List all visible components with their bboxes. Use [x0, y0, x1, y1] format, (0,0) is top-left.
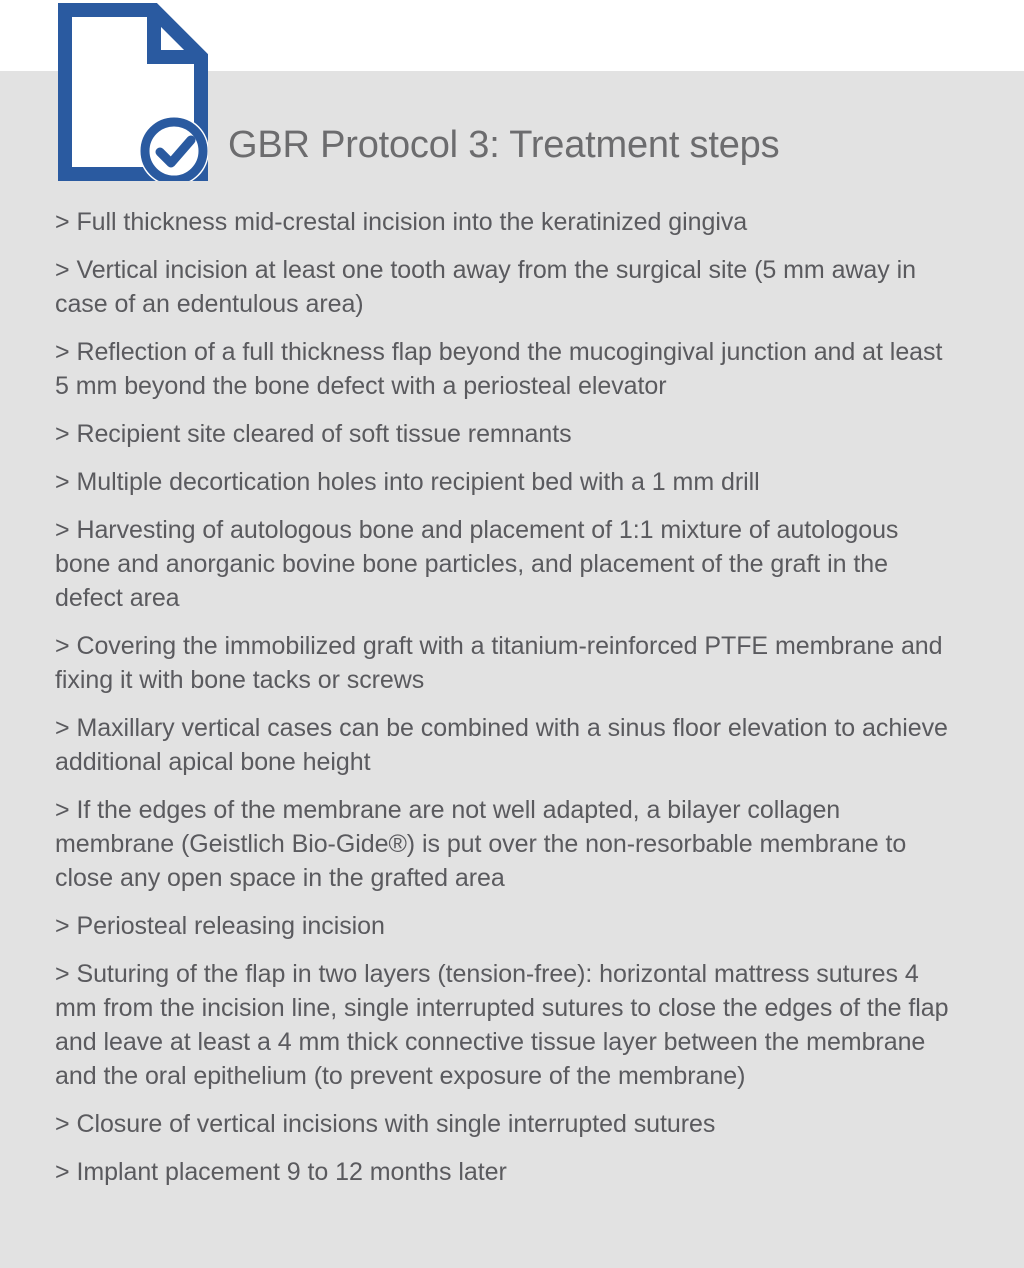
list-item: > Harvesting of autologous bone and placement of 1:1 mixture of autologous bone and anorganic bovine bone particles, and placement of the graft in the defect area [55, 516, 899, 612]
list-item: > Recipient site cleared of soft tissue remnants [55, 420, 572, 448]
document-check-icon [58, 3, 208, 181]
slide-header [0, 0, 1024, 190]
list-item: > Implant placement 9 to 12 months later [55, 1158, 507, 1186]
page-title: GBR Protocol 3: Treatment steps [228, 124, 780, 166]
treatment-steps-list [55, 205, 960, 1189]
list-item: > Maxillary vertical cases can be combined with a sinus floor elevation to achieve additional apical bone height [55, 714, 948, 776]
list-item: > Multiple decortication holes into recipient bed with a 1 mm drill [55, 468, 760, 496]
list-item: > If the edges of the membrane are not well adapted, a bilayer collagen membrane (Geistlich Bio-Gide®) is put over the non-resorbable membrane to close any open space in the grafted area [55, 796, 907, 892]
list-item: > Covering the immobilized graft with a titanium-reinforced PTFE membrane and fixing it with bone tacks or screws [55, 632, 943, 694]
list-item: > Suturing of the flap in two layers (tension-free): horizontal mattress sutures 4 mm from the incision line, single interrupted sutures to close the edges of the flap and leave at least a 4 mm thick connective tissue layer between the membrane and the oral epithelium (to prevent exposure of the membrane) [55, 960, 949, 1090]
list-item: > Closure of vertical incisions with single interrupted sutures [55, 1110, 716, 1138]
list-item: > Vertical incision at least one tooth away from the surgical site (5 mm away in case of an edentulous area) [55, 256, 916, 318]
list-item: > Full thickness mid-crestal incision into the keratinized gingiva [55, 208, 748, 236]
list-item: > Reflection of a full thickness flap beyond the mucogingival junction and at least 5 mm beyond the bone defect with a periosteal elevator [55, 338, 943, 400]
list-item: > Periosteal releasing incision [55, 912, 385, 940]
